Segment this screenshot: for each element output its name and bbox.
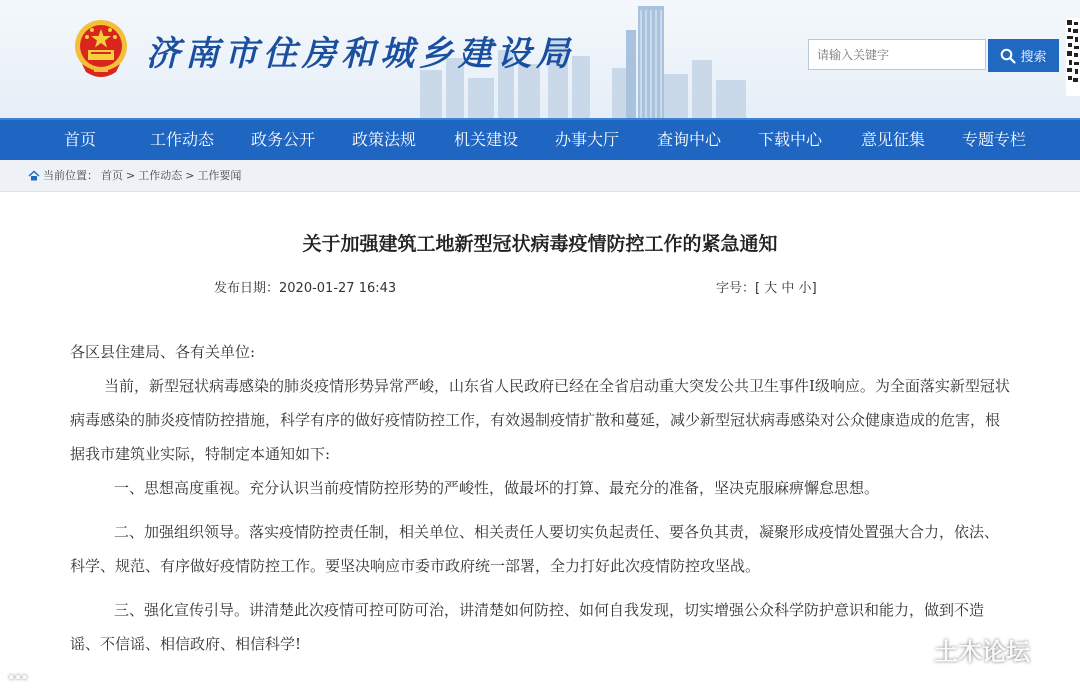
article-greeting: 各区县住建局、各有关单位: [70,343,256,361]
breadcrumb [28,160,241,191]
publish-date-value: 2020-01-27 16:43 [279,281,397,296]
font-size-control [716,277,817,296]
watermark-right-text: 土木论坛 [934,638,1030,666]
nav-item-service-hall[interactable]: 办事大厅 [554,130,619,149]
breadcrumb-separator: > [185,169,195,182]
breadcrumb-link-home[interactable]: 首页 [101,169,123,182]
nav-item-gov-affairs[interactable]: 政务公开 [250,130,315,149]
nav-item-policies[interactable]: 政策法规 [351,130,416,149]
article-body [70,335,1010,661]
font-size-small-link[interactable]: 小 [798,281,812,296]
article-item-3: 三、强化宣传引导。讲清楚此次疫情可控可防可治，讲清楚如何防控、如何自我发现，切实增强公众科学防护意识和能力，做到不造谣、不信谣、相信政府、相信科学! [70,601,985,653]
nav-item-query-center[interactable]: 查询中心 [656,130,721,149]
font-size-medium-link[interactable]: 中 [781,281,795,296]
breadcrumb-bar [0,160,1080,192]
publish-date-label: 发布日期： [214,281,280,296]
breadcrumb-label: 当前位置： [43,169,98,182]
publish-date [214,277,396,296]
search-button-label: 搜索 [1020,50,1047,65]
breadcrumb-link-key-news[interactable]: 工作要闻 [197,169,242,182]
search-input[interactable] [808,39,986,70]
wechat-icon [898,638,928,662]
nav-item-opinion[interactable]: 意见征集 [860,130,925,149]
nav-item-work-news[interactable]: 工作动态 [149,130,214,149]
main-nav [0,118,1080,160]
breadcrumb-link-work-news[interactable]: 工作动态 [138,169,183,182]
site-title: 济南市住房和城乡建设局 [146,34,575,74]
qr-code-icon [1066,18,1080,96]
breadcrumb-separator: > [126,169,136,182]
article-item-1: 一、思想高度重视。充分认识当前疫情防控形势的严峻性，做最坏的打算、最充分的准备，坚决克服麻痹懈怠思想。 [114,479,880,497]
national-emblem-logo [72,16,130,82]
home-icon [28,170,40,181]
nav-item-topics[interactable]: 专题专栏 [961,130,1026,149]
article-item-2: 二、加强组织领导。落实疫情防控责任制，相关单位、相关责任人要切实负起责任、要各负其责，凝聚形成疫情处置强大合力，依法、科学、规范、有序做好疫情防控工作。要坚决响应市委市政府统一部署，全力打好此次疫情防控攻坚战。 [70,523,1000,575]
search-icon [1000,48,1016,64]
watermark-left: … [8,660,28,684]
site-header [0,0,1080,118]
font-size-large-link[interactable]: 大 [764,281,778,296]
search-button[interactable] [988,39,1059,72]
font-size-label: 字号： [716,281,756,296]
nav-item-home[interactable]: 首页 [63,130,96,149]
font-size-bracket-open: [ [755,281,761,296]
article-title: 关于加强建筑工地新型冠状病毒疫情防控工作的紧急通知 [302,233,778,255]
font-size-bracket-close: ] [811,281,817,296]
nav-item-organ-building[interactable]: 机关建设 [453,130,518,149]
nav-item-download-center[interactable]: 下载中心 [757,130,822,149]
watermark-right [898,632,1030,667]
article-intro: 当前，新型冠状病毒感染的肺炎疫情形势异常严峻，山东省人民政府已经在全省启动重大突发公共卫生事件I级响应。为全面落实新型冠状病毒感染的肺炎疫情防控措施，科学有序的做好疫情防控工作，有效遏制疫情扩散和蔓延，减少新型冠状病毒感染对公众健康造成的危害，根据我市建筑业实际，特制定本通知如下: [70,377,1010,463]
